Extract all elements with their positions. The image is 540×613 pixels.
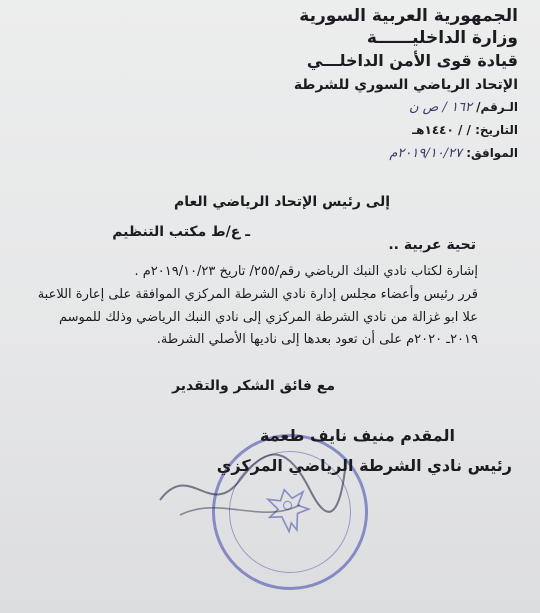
body-line-4: ٢٠١٩ـ ٢٠٢٠م على أن تعود بعدها إلى ناديها الأصلي الشرطة. bbox=[156, 332, 478, 347]
reference-number bbox=[409, 100, 518, 115]
reference-corresponding-label: الموافق: bbox=[466, 146, 518, 160]
letterhead-command: قيادة قوى الأمن الداخلـــي bbox=[306, 51, 518, 70]
reference-number-label: الـرقم/ bbox=[476, 100, 518, 114]
greeting: تحية عربية .. bbox=[388, 237, 476, 253]
letterhead-republic: الجمهورية العربية السورية bbox=[299, 6, 518, 26]
letterhead-ministry: وزارة الداخليــــــة bbox=[366, 28, 518, 48]
addressee-via: ـ ع/ط مكتب التنظيم bbox=[112, 224, 250, 240]
body-line-2: قرر رئيس وأعضاء مجلس إدارة نادي الشرطة المركزي الموافقة على إعارة اللاعبة bbox=[37, 287, 478, 302]
addressee-to: إلى رئيس الإتحاد الرياضي العام bbox=[174, 194, 390, 210]
handwritten-signature bbox=[150, 440, 350, 530]
signature-title: رئيس نادي الشرطة الرياضي المركزي bbox=[216, 456, 512, 475]
reference-date-value: / / ١٤٤٠هـ bbox=[412, 123, 471, 137]
reference-corresponding bbox=[389, 146, 518, 161]
body-line-3: علا ابو غزالة من نادي الشرطة المركزي إلى نادي النبك الرياضي وذلك للموسم bbox=[59, 310, 478, 325]
closing: مع فائق الشكر والتقدير bbox=[172, 378, 335, 394]
letterhead-federation: الإتحاد الرياضي السوري للشرطة bbox=[293, 77, 518, 93]
reference-corresponding-value: ٢٠١٩/١٠/٢٧م bbox=[389, 146, 463, 161]
body-line-1: إشارة لكتاب نادي النبك الرياضي رقم/٢٥٥/ تاريخ ٢٠١٩/١٠/٢٣م . bbox=[134, 264, 478, 279]
signature-rank-name: المقدم منيف نايف طعمة bbox=[259, 426, 455, 445]
reference-date bbox=[412, 123, 518, 137]
reference-date-label: التاريخ: bbox=[475, 123, 518, 137]
reference-number-value: ١٦٢ / ص ن bbox=[408, 100, 472, 115]
